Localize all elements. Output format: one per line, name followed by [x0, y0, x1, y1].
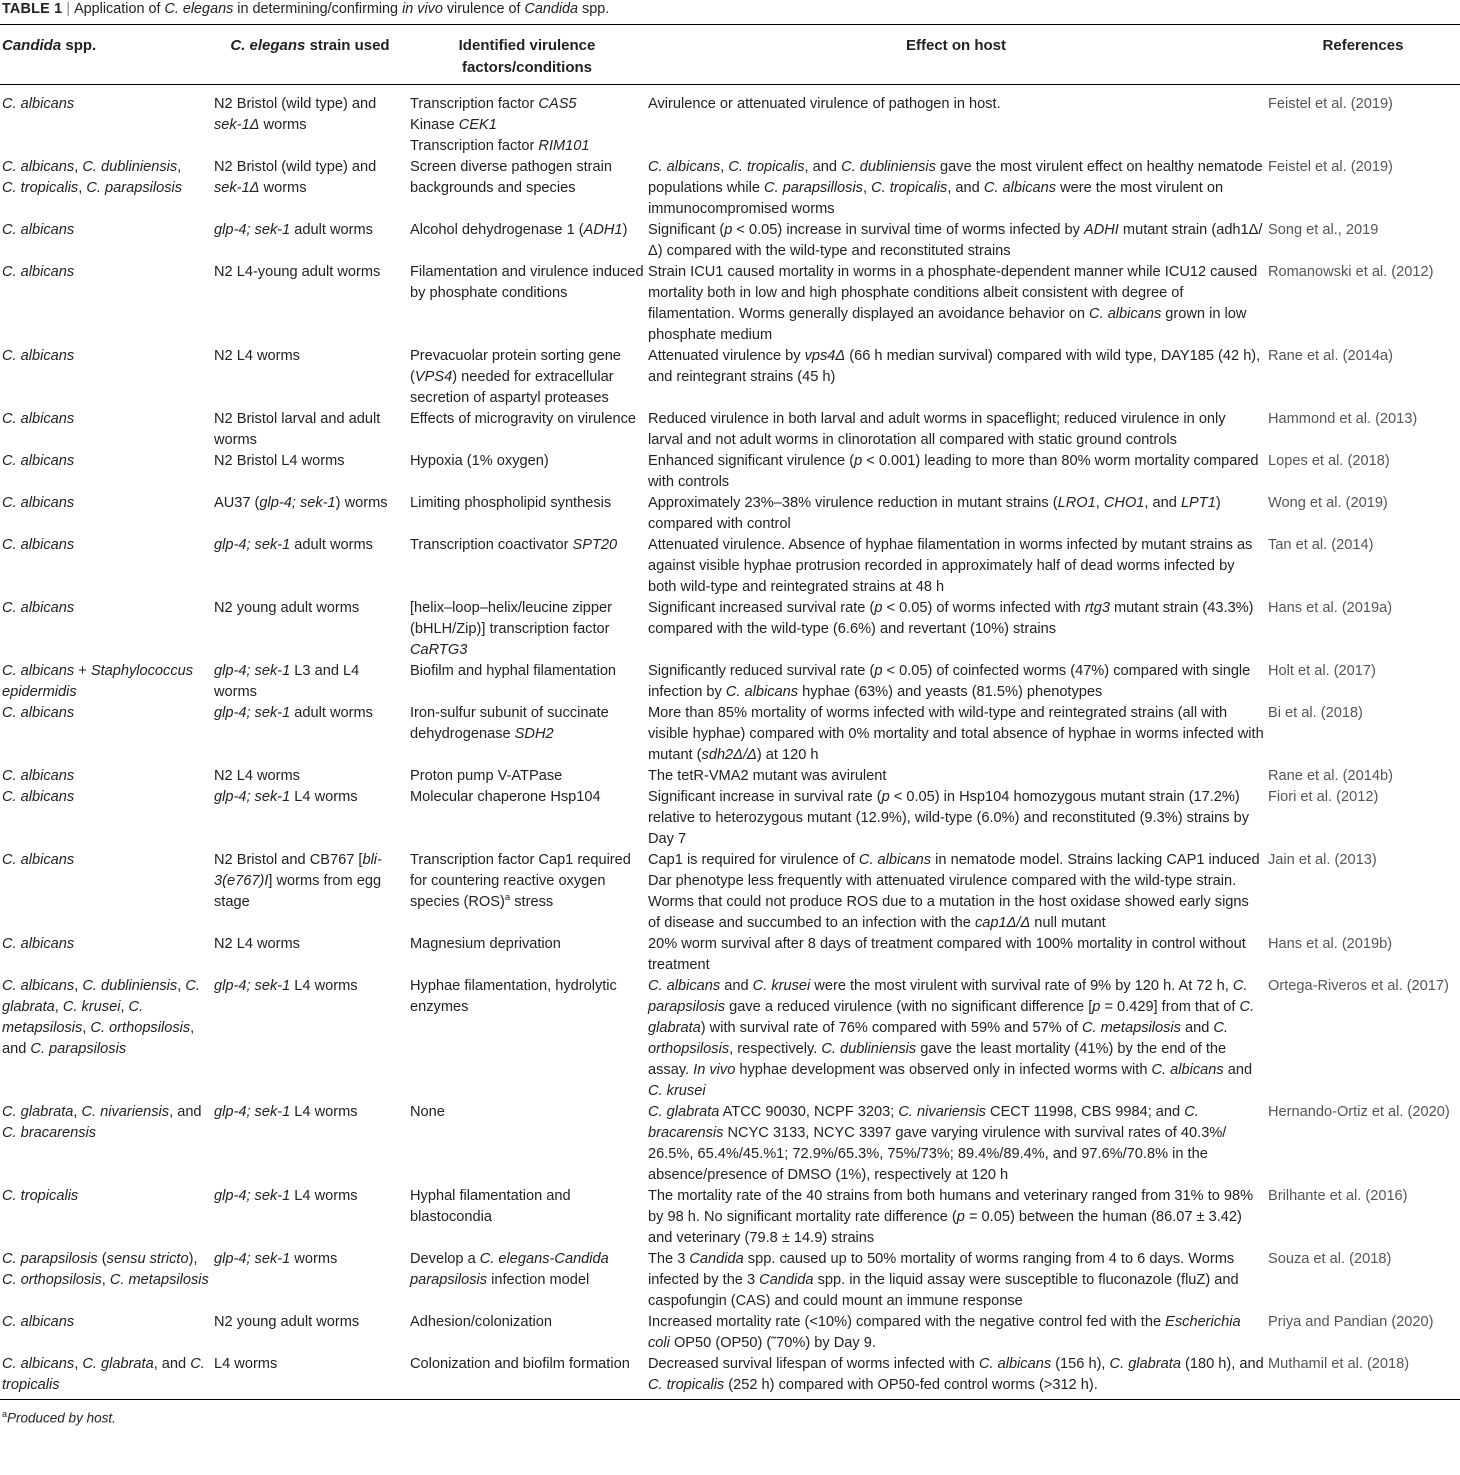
header-row: [0, 26, 1460, 85]
table-row: [0, 346, 1460, 409]
table-row: [0, 766, 1460, 787]
effect-on-host-cell: The mortality rate of the 40 strains from both humans and veterinary ranged from 31% to 98% by 98 h. No significant mortality rate difference (p = 0.05) between the human (86.07 ± 3.42) and veterinary (79.8 ± 14.9) strains: [648, 1188, 1254, 1246]
strain-cell: N2 L4 worms: [214, 768, 300, 784]
reference-cell: Rane et al. (2014a): [1268, 348, 1393, 364]
species-cell: C. tropicalis: [2, 1188, 79, 1204]
reference-cell: Lopes et al. (2018): [1268, 453, 1390, 469]
effect-on-host-cell: Enhanced significant virulence (p < 0.001) leading to more than 80% worm mortality compared with controls: [648, 453, 1259, 490]
species-cell: C. albicans: [2, 348, 75, 364]
species-cell: C. albicans: [2, 264, 75, 280]
effect-on-host-cell: Significantly reduced survival rate (p < 0.05) of coinfected worms (47%) compared with single infection by C. albicans hyphae (63%) and yeasts (81.5%) phenotypes: [648, 663, 1251, 700]
species-cell: C. albicans: [2, 411, 75, 427]
strain-cell: glp-4; sek-1 L4 worms: [214, 978, 358, 994]
reference-cell: Feistel et al. (2019): [1268, 159, 1393, 175]
caption-separator: |: [66, 1, 71, 17]
strain-cell: glp-4; sek-1 L3 and L4 worms: [214, 663, 360, 700]
table-row: [0, 934, 1460, 976]
species-cell: C. albicans: [2, 96, 75, 112]
virulence-factors-cell: Transcription coactivator SPT20: [410, 537, 618, 553]
reference-cell: Fiori et al. (2012): [1268, 789, 1379, 805]
header-strain-used: C. elegans strain used: [212, 26, 408, 85]
strain-cell: N2 Bristol L4 worms: [214, 453, 345, 469]
effect-on-host-cell: Strain ICU1 caused mortality in worms in a phosphate-dependent manner while ICU12 caused mortality both in low and high phosphate conditions albeit consistent with degree of filamentation. Worms generally displayed an avoidance behavior on C. albicans grown in low phosphate medium: [648, 264, 1258, 343]
effect-on-host-cell: The 3 Candida spp. caused up to 50% mortality of worms ranging from 4 to 6 days. Worms infected by the 3 Candida spp. in the liquid assay were susceptible to fluconazole (fluZ) and caspofungin (CAS) and could mount an immune response: [648, 1251, 1239, 1309]
strain-cell: AU37 (glp-4; sek-1) worms: [214, 495, 388, 511]
reference-cell: Muthamil et al. (2018): [1268, 1356, 1410, 1372]
virulence-factors-cell: Iron-sulfur subunit of succinate dehydrogenase SDH2: [410, 705, 609, 742]
effect-on-host-cell: Attenuated virulence. Absence of hyphae filamentation in worms infected by mutant strains as against visible hyphae protrusion recorded in approximately half of dead worms infected by both wild-type and reintegrated strains at 48 h: [648, 537, 1253, 595]
table-row: [0, 85, 1460, 158]
virulence-factors-cell: Effects of microgravity on virulence: [410, 411, 637, 427]
table-footnote: [2, 1406, 116, 1427]
reference-cell: Romanowski et al. (2012): [1268, 264, 1434, 280]
species-cell: C. albicans, C. dubliniensis, C. tropicalis, C. parapsilosis: [2, 159, 183, 196]
effect-on-host-cell: C. albicans and C. krusei were the most virulent with survival rate of 9% by 120 h. At 72 h, C. parapsilosis gave a reduced virulence (with no significant difference [p = 0.429] from that of C. glabrata) with survival rate of 76% compared with 59% and 57% of C. metapsilosis and C. orthopsilosis, respectively. C. dubliniensis gave the least mortality (41%) by the end of the assay. In vivo hyphae development was observed only in infected worms with C. albicans and C. krusei: [648, 978, 1255, 1099]
effect-on-host-cell: The tetR-VMA2 mutant was avirulent: [648, 768, 887, 784]
reference-cell: Bi et al. (2018): [1268, 705, 1363, 721]
reference-cell: Wong et al. (2019): [1268, 495, 1388, 511]
strain-cell: N2 L4-young adult worms: [214, 264, 381, 280]
strain-cell: N2 young adult worms: [214, 1314, 360, 1330]
virulence-factors-cell: [helix–loop–helix/leucine zipper (bHLH/Zip)] transcription factor CaRTG3: [410, 600, 613, 658]
table-row: [0, 1186, 1460, 1249]
header-virulence-factors: Identified virulence factors/conditions: [408, 26, 646, 85]
effect-on-host-cell: C. glabrata ATCC 90030, NCPF 3203; C. nivariensis CECT 11998, CBS 9984; and C. bracarensis NCYC 3133, NCYC 3397 gave varying virulence with survival rates of 40.3%/ 26.5%, 65.4%/45.%1; 72.9%/65.3%, 75%/73%; 89.4%/89.4%, and 97.6%/70.8% in the absence/presence of DMSO (1%), respectively at 120 h: [648, 1104, 1227, 1183]
species-cell: C. albicans: [2, 789, 75, 805]
virulence-factors-cell: Hypoxia (1% oxygen): [410, 453, 549, 469]
species-cell: C. albicans: [2, 936, 75, 952]
table-row: [0, 850, 1460, 934]
strain-cell: N2 Bristol larval and adult worms: [214, 411, 381, 448]
table-row: [0, 787, 1460, 850]
table-row: [0, 493, 1460, 535]
table-row: [0, 262, 1460, 346]
species-cell: C. albicans: [2, 1314, 75, 1330]
table-row: [0, 598, 1460, 661]
reference-cell: Hans et al. (2019a): [1268, 600, 1393, 616]
strain-cell: glp-4; sek-1 L4 worms: [214, 1188, 358, 1204]
reference-cell: Tan et al. (2014): [1268, 537, 1374, 553]
reference-cell: Rane et al. (2014b): [1268, 768, 1393, 784]
species-cell: C. glabrata, C. nivariensis, and C. bracarensis: [2, 1104, 202, 1141]
effect-on-host-cell: Avirulence or attenuated virulence of pathogen in host.: [648, 96, 1001, 112]
strain-cell: N2 Bristol (wild type) and sek-1Δ worms: [214, 159, 377, 196]
species-cell: C. albicans: [2, 852, 75, 868]
species-cell: C. albicans: [2, 768, 75, 784]
effect-on-host-cell: Reduced virulence in both larval and adult worms in spaceflight; reduced virulence in only larval and not adult worms in clinorotation all compared with static ground controls: [648, 411, 1226, 448]
species-cell: C. albicans: [2, 705, 75, 721]
reference-cell: Jain et al. (2013): [1268, 852, 1377, 868]
header-candida-spp: Candida spp.: [0, 26, 212, 85]
virulence-factors-cell: Hyphae filamentation, hydrolytic enzymes: [410, 978, 617, 1015]
virulence-factors-cell: Prevacuolar protein sorting gene (VPS4) needed for extracellular secretion of aspartyl proteases: [410, 348, 621, 406]
reference-cell: Souza et al. (2018): [1268, 1251, 1392, 1267]
species-cell: C. albicans, C. dubliniensis, C. glabrata, C. krusei, C. metapsilosis, C. orthopsilosis, and C. parapsilosis: [2, 978, 200, 1057]
table-body: [0, 85, 1460, 1397]
virulence-factors-cell: Colonization and biofilm formation: [410, 1356, 630, 1372]
species-cell: C. albicans: [2, 495, 75, 511]
virulence-factors-cell: Molecular chaperone Hsp104: [410, 789, 601, 805]
reference-cell: Ortega-Riveros et al. (2017): [1268, 978, 1449, 994]
effect-on-host-cell: Decreased survival lifespan of worms infected with C. albicans (156 h), C. glabrata (180 h), and C. tropicalis (252 h) compared with OP50-fed control worms (>312 h).: [648, 1356, 1264, 1393]
strain-cell: L4 worms: [214, 1356, 278, 1372]
virulence-factors-cell: Proton pump V-ATPase: [410, 768, 563, 784]
table-row: [0, 409, 1460, 451]
table-row: [0, 1354, 1460, 1396]
reference-cell: Hernando-Ortiz et al. (2020): [1268, 1104, 1450, 1120]
footnote-text: Produced by host.: [7, 1410, 116, 1426]
reference-cell: Hammond et al. (2013): [1268, 411, 1418, 427]
species-cell: C. albicans: [2, 537, 75, 553]
species-cell: C. albicans: [2, 222, 75, 238]
virulence-factors-cell: Develop a C. elegans-Candida parapsilosis infection model: [410, 1251, 609, 1288]
virulence-factors-cell: Screen diverse pathogen strain backgrounds and species: [410, 159, 613, 196]
table-caption: [2, 0, 1458, 19]
effect-on-host-cell: Approximately 23%–38% virulence reduction in mutant strains (LRO1, CHO1, and LPT1) compared with control: [648, 495, 1221, 532]
reference-cell: Feistel et al. (2019): [1268, 96, 1393, 112]
virulence-factors-cell: Transcription factor Cap1 required for countering reactive oxygen species (ROS)$^a$ stress: [410, 852, 631, 910]
effect-on-host-cell: Cap1 is required for virulence of C. albicans in nematode model. Strains lacking CAP1 induced Dar phenotype less frequently with attenuated virulence compared with the wild-type strain. Worms that could not produce ROS due to a mutation in the host oxidase showed early signs of disease and succumbed to an infection with the cap1Δ/Δ null mutant: [648, 852, 1260, 931]
reference-cell: Brilhante et al. (2016): [1268, 1188, 1408, 1204]
top-rule: [0, 24, 1460, 25]
virulence-factors-cell: Magnesium deprivation: [410, 936, 561, 952]
table-row: [0, 157, 1460, 220]
strain-cell: N2 Bristol (wild type) and sek-1Δ worms: [214, 96, 377, 133]
effect-on-host-cell: More than 85% mortality of worms infected with wild-type and reintegrated strains (all with visible hyphae) compared with 0% mortality and total absence of hyphae in worms infected with mutant (sdh2Δ/Δ) at 120 h: [648, 705, 1264, 763]
species-cell: C. parapsilosis (sensu stricto), C. orthopsilosis, C. metapsilosis: [2, 1251, 209, 1288]
strain-cell: glp-4; sek-1 worms: [214, 1251, 338, 1267]
strain-cell: glp-4; sek-1 L4 worms: [214, 789, 358, 805]
virulence-factors-cell: Biofilm and hyphal filamentation: [410, 663, 617, 679]
strain-cell: N2 Bristol and CB767 [bli-3(e767)I] worms from egg stage: [214, 852, 382, 910]
virulence-table: [0, 26, 1460, 1396]
table-label: TABLE 1: [2, 1, 63, 17]
table-row: [0, 661, 1460, 703]
effect-on-host-cell: 20% worm survival after 8 days of treatment compared with 100% mortality in control without treatment: [648, 936, 1246, 973]
effect-on-host-cell: Significant increase in survival rate (p < 0.05) in Hsp104 homozygous mutant strain (17.2%) relative to heterozygous mutant (12.9%), wild-type (6.0%) and reconstituted (9.3%) strains by Day 7: [648, 789, 1250, 847]
effect-on-host-cell: Significant increased survival rate (p < 0.05) of worms infected with rtg3 mutant strain (43.3%) compared with the wild-type (6.6%) and revertant (10%) strains: [648, 600, 1254, 637]
table-row: [0, 1102, 1460, 1186]
virulence-factors-cell: Limiting phospholipid synthesis: [410, 495, 612, 511]
strain-cell: N2 young adult worms: [214, 600, 360, 616]
species-cell: C. albicans + Staphylococcus epidermidis: [2, 663, 194, 700]
header-references: References: [1266, 26, 1460, 85]
virulence-factors-cell: Adhesion/colonization: [410, 1314, 552, 1330]
virulence-factors-cell: Filamentation and virulence induced by phosphate conditions: [410, 264, 644, 301]
species-cell: C. albicans: [2, 453, 75, 469]
strain-cell: glp-4; sek-1 adult worms: [214, 537, 373, 553]
reference-cell: Holt et al. (2017): [1268, 663, 1376, 679]
bottom-rule: [0, 1399, 1460, 1400]
strain-cell: glp-4; sek-1 adult worms: [214, 705, 373, 721]
table-title: Application of C. elegans in determining/confirming in vivo virulence of Candida spp.: [74, 1, 610, 17]
strain-cell: N2 L4 worms: [214, 348, 300, 364]
virulence-factors-cell: None: [410, 1104, 445, 1120]
species-cell: C. albicans, C. glabrata, and C. tropicalis: [2, 1356, 205, 1393]
virulence-factors-cell: Alcohol dehydrogenase 1 (ADH1): [410, 222, 628, 238]
table-row: [0, 976, 1460, 1102]
virulence-factors-cell: Transcription factor CAS5 Kinase CEK1 Transcription factor RIM101: [410, 96, 590, 154]
table-row: [0, 1312, 1460, 1354]
reference-cell: Priya and Pandian (2020): [1268, 1314, 1434, 1330]
table-row: [0, 220, 1460, 262]
species-cell: C. albicans: [2, 600, 75, 616]
effect-on-host-cell: C. albicans, C. tropicalis, and C. dubliniensis gave the most virulent effect on healthy nematode populations while C. parapsillosis, C. tropicalis, and C. albicans were the most virulent on immunocompromised worms: [648, 159, 1263, 217]
table-row: [0, 535, 1460, 598]
header-effect-on-host: Effect on host: [646, 26, 1266, 85]
strain-cell: glp-4; sek-1 adult worms: [214, 222, 373, 238]
strain-cell: N2 L4 worms: [214, 936, 300, 952]
reference-cell: Song et al., 2019: [1268, 222, 1379, 238]
effect-on-host-cell: Increased mortality rate (<10%) compared with the negative control fed with the Escherichia coli OP50 (OP50) (˜70%) by Day 9.: [648, 1314, 1241, 1351]
table-row: [0, 703, 1460, 766]
footnote-marker: a: [2, 1409, 8, 1419]
table-row: [0, 451, 1460, 493]
effect-on-host-cell: Attenuated virulence by vps4Δ (66 h median survival) compared with wild type, DAY185 (42 h), and reintegrant strains (45 h): [648, 348, 1261, 385]
reference-cell: Hans et al. (2019b): [1268, 936, 1393, 952]
effect-on-host-cell: Significant (p < 0.05) increase in survival time of worms infected by ADHI mutant strain (adh1Δ/Δ) compared with the wild-type and reconstituted strains: [648, 222, 1263, 259]
table-row: [0, 1249, 1460, 1312]
virulence-factors-cell: Hyphal filamentation and blastocondia: [410, 1188, 571, 1225]
strain-cell: glp-4; sek-1 L4 worms: [214, 1104, 358, 1120]
